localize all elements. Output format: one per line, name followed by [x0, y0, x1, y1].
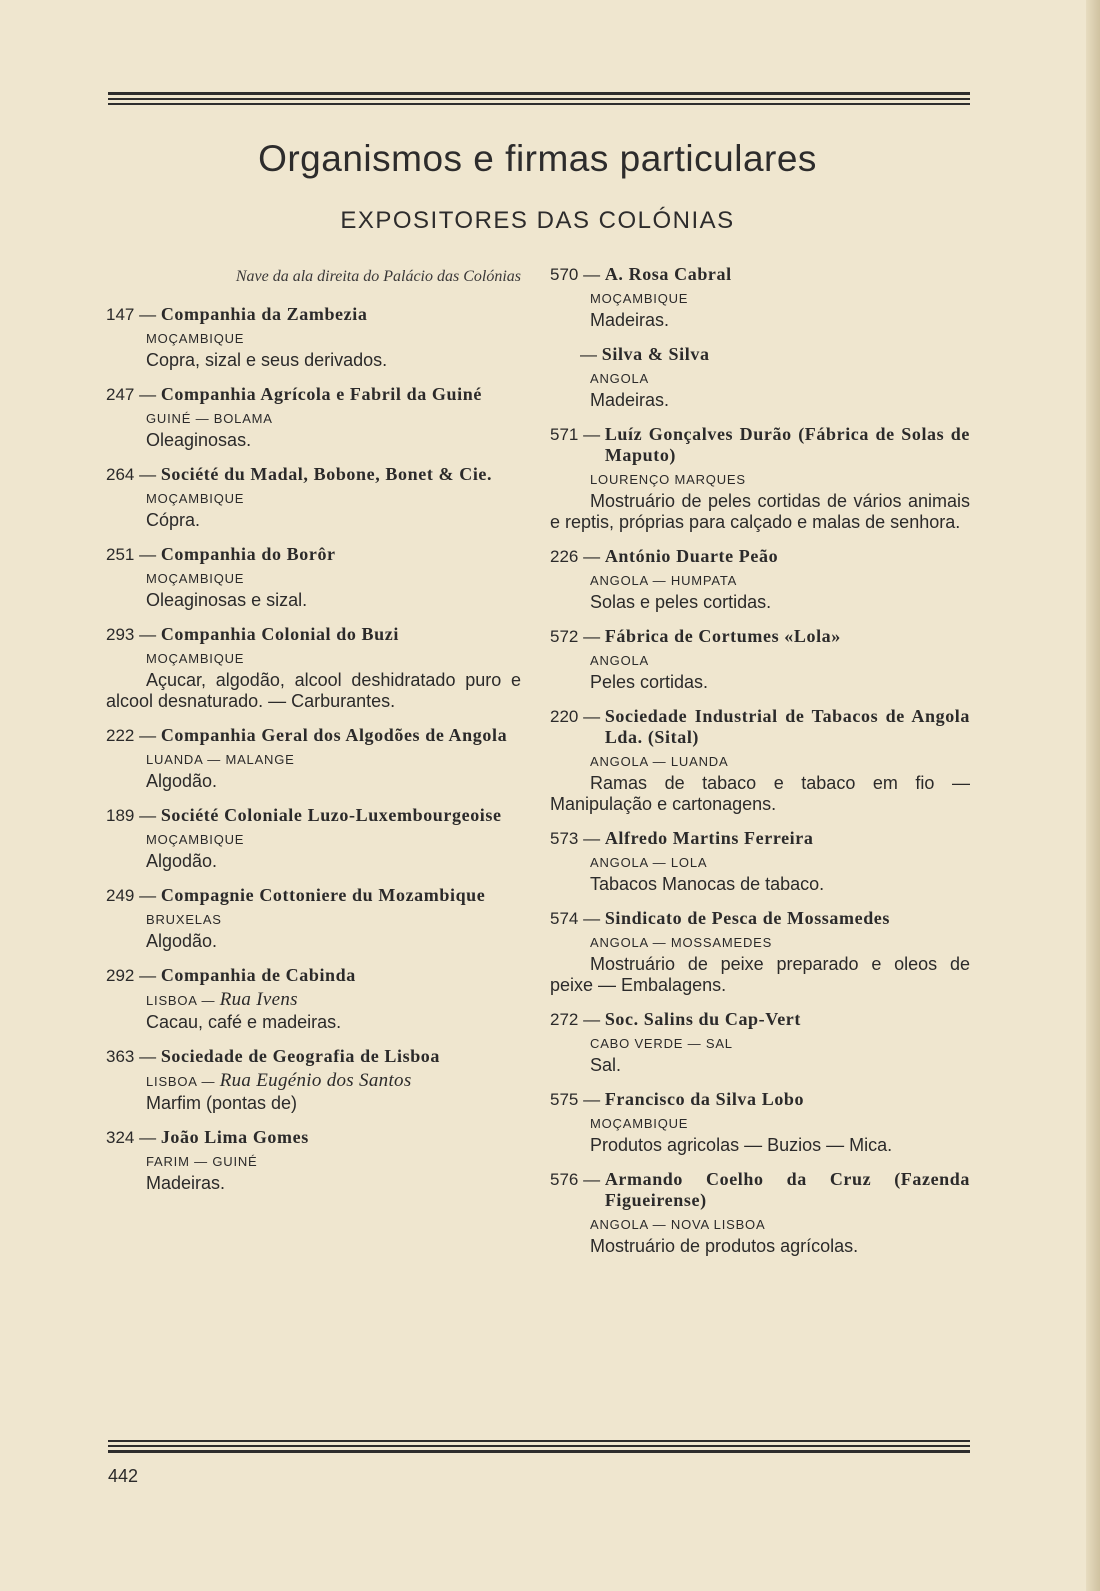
entry-heading [106, 965, 521, 986]
exhibitor-location [146, 1070, 521, 1091]
exhibitor-entry [550, 264, 970, 331]
exhibitor-name: Fábrica de Cortumes «Lola» [604, 626, 841, 646]
exhibitor-location [590, 573, 970, 589]
stand-number: 363 — [106, 1047, 161, 1066]
location-text: MOÇAMBIQUE [590, 291, 689, 306]
stand-number: 247 — [106, 385, 161, 404]
exhibit-description: Marfim (pontas de) [146, 1093, 298, 1113]
exhibitor-entry [550, 1089, 970, 1156]
entry-heading [550, 546, 970, 567]
exhibit-description: Madeiras. [146, 1173, 226, 1193]
stand-number: 574 — [550, 909, 605, 928]
location-text: ANGOLA [590, 653, 649, 668]
bottom-rule [108, 1440, 970, 1456]
entry-heading [106, 464, 521, 485]
exhibitor-name: Société du Madal, Bobone, Bonet & Cie. [160, 464, 493, 484]
exhibitor-location [590, 371, 970, 387]
location-text: GUINÉ — BOLAMA [146, 411, 273, 426]
entry-heading [106, 805, 521, 826]
exhibitor-location [590, 472, 970, 488]
exhibitor-location [146, 331, 521, 347]
exhibit-description: Produtos agricolas — Buzios — Mica. [590, 1135, 893, 1155]
location-text: FARIM — GUINÉ [146, 1154, 258, 1169]
entry-heading [106, 384, 521, 405]
location-text: ANGOLA — MOSSAMEDES [590, 935, 773, 950]
stand-number: 576 — [550, 1170, 605, 1189]
exhibitor-entry [106, 624, 521, 712]
right-entry-list [550, 264, 970, 1257]
entry-heading [550, 344, 970, 365]
stand-number: 189 — [106, 806, 161, 825]
exhibitor-entry [106, 304, 521, 371]
entry-heading [106, 1127, 521, 1148]
exhibitor-name: João Lima Gomes [160, 1127, 309, 1147]
exhibitor-location [590, 855, 970, 871]
exhibitor-entry [106, 1046, 521, 1114]
entry-heading [106, 544, 521, 565]
entry-heading [106, 725, 521, 746]
entry-heading [550, 828, 970, 849]
exhibit-description: Algodão. [146, 931, 218, 951]
stand-number: 292 — [106, 966, 161, 985]
exhibitor-entry [106, 725, 521, 792]
top-rule [108, 92, 970, 108]
exhibit-description: Oleaginosas. [146, 430, 252, 450]
exhibitor-entry [106, 384, 521, 451]
exhibitor-name: Companhia da Zambezia [160, 304, 368, 324]
exhibit-description: Copra, sizal e seus derivados. [146, 350, 388, 370]
exhibitor-entry [106, 464, 521, 531]
exhibitor-location [146, 832, 521, 848]
exhibit-description: Sal. [590, 1055, 622, 1075]
exhibitor-location [146, 491, 521, 507]
stand-number: — [580, 345, 602, 364]
location-text: MOÇAMBIQUE [146, 832, 245, 847]
right-column [550, 264, 970, 1270]
location-text: ANGOLA — LUANDA [590, 754, 729, 769]
exhibitor-entry [550, 1009, 970, 1076]
exhibitor-name: A. Rosa Cabral [604, 264, 732, 284]
exhibitor-name: Companhia de Cabinda [160, 965, 356, 985]
location-text: ANGOLA — LOLA [590, 855, 708, 870]
stand-number: 251 — [106, 545, 161, 564]
location-text: MOÇAMBIQUE [146, 571, 245, 586]
exhibitor-location [146, 571, 521, 587]
location-text: CABO VERDE — SAL [590, 1036, 733, 1051]
exhibitor-entry [550, 626, 970, 693]
exhibit-description: Cacau, café e madeiras. [146, 1012, 342, 1032]
exhibitor-entry [106, 885, 521, 952]
exhibitor-name: António Duarte Peão [604, 546, 779, 566]
exhibitor-location [590, 653, 970, 669]
location-text: ANGOLA — HUMPATA [590, 573, 738, 588]
exhibitor-name: Companhia Agrícola e Fabril da Guiné [160, 384, 482, 404]
exhibitor-entry [550, 908, 970, 996]
stand-number: 272 — [550, 1010, 605, 1029]
location-text: ANGOLA [590, 371, 649, 386]
exhibitor-name: Société Coloniale Luzo-Luxembourgeoise [160, 805, 502, 825]
exhibitor-location [146, 912, 521, 928]
location-text: MOÇAMBIQUE [146, 331, 245, 346]
exhibit-description: Algodão. [146, 851, 218, 871]
location-text: LISBOA — [146, 993, 220, 1008]
entry-heading [106, 304, 521, 325]
exhibitor-name: Compagnie Cottoniere du Mozambique [160, 885, 486, 905]
left-entry-list [106, 304, 521, 1194]
location-text: BRUXELAS [146, 912, 222, 927]
exhibitor-name: Soc. Salins du Cap-Vert [604, 1009, 801, 1029]
entry-heading [550, 264, 970, 285]
stand-number: 570 — [550, 265, 605, 284]
exhibitor-entry [550, 424, 970, 533]
exhibitor-name: Alfredo Martins Ferreira [604, 828, 814, 848]
exhibitor-name: Armando Coelho da Cruz (Fazenda Figueirense) [604, 1169, 970, 1210]
stand-number: 249 — [106, 886, 161, 905]
stand-number: 264 — [106, 465, 161, 484]
exhibit-description: Peles cortidas. [590, 672, 709, 692]
exhibitor-location [590, 1116, 970, 1132]
section-note: Nave da ala direita do Palácio das Colónias [235, 268, 521, 285]
exhibit-description: Ramas de tabaco e tabaco em fio — Manipulação e cartonagens. [550, 773, 970, 814]
exhibitor-location [146, 752, 521, 768]
page-subtitle: EXPOSITORES DAS COLÓNIAS [340, 207, 735, 234]
entry-heading [550, 908, 970, 929]
entry-heading [106, 1046, 521, 1067]
exhibitor-name: Companhia do Borôr [160, 544, 336, 564]
entry-heading [106, 624, 521, 645]
exhibit-description: Tabacos Manocas de tabaco. [590, 874, 825, 894]
exhibitor-location [590, 935, 970, 951]
entry-heading [550, 1009, 970, 1030]
exhibitor-name: Silva & Silva [601, 344, 710, 364]
exhibitor-location [590, 754, 970, 770]
exhibitor-location [590, 291, 970, 307]
location-text: MOÇAMBIQUE [146, 651, 245, 666]
exhibitor-name: Companhia Geral dos Algodões de Angola [160, 725, 508, 745]
exhibit-description: Mostruário de peles cortidas de vários animais e reptis, próprias para calçado e malas de senhora. [550, 491, 970, 532]
stand-number: 222 — [106, 726, 161, 745]
exhibitor-location [146, 989, 521, 1010]
page-edge-shadow [1086, 0, 1100, 1591]
exhibitor-entry [106, 1127, 521, 1194]
stand-number: 571 — [550, 425, 605, 444]
exhibitor-location [146, 411, 521, 427]
entry-heading [550, 424, 970, 466]
stand-number: 575 — [550, 1090, 605, 1109]
exhibitor-entry [550, 828, 970, 895]
stand-number: 226 — [550, 547, 605, 566]
exhibitor-location [146, 1154, 521, 1170]
exhibit-description: Mostruário de produtos agrícolas. [590, 1236, 859, 1256]
exhibitor-location [590, 1036, 970, 1052]
stand-number: 572 — [550, 627, 605, 646]
exhibitor-location [590, 1217, 970, 1233]
stand-number: 573 — [550, 829, 605, 848]
exhibitor-entry [106, 805, 521, 872]
exhibitor-name: Companhia Colonial do Buzi [160, 624, 399, 644]
location-text: MOÇAMBIQUE [146, 491, 245, 506]
exhibitor-entry [106, 965, 521, 1033]
exhibitor-entry [550, 1169, 970, 1257]
exhibitor-name: Sindicato de Pesca de Mossamedes [604, 908, 890, 928]
page-title: Organismos e firmas particulares [258, 138, 817, 179]
entry-heading [550, 1169, 970, 1211]
exhibit-description: Algodão. [146, 771, 218, 791]
exhibit-description: Mostruário de peixe preparado e oleos de peixe — Embalagens. [550, 954, 970, 995]
street-address: Rua Ivens [219, 989, 298, 1010]
location-text: ANGOLA — NOVA LISBOA [590, 1217, 766, 1232]
exhibitor-name: Sociedade Industrial de Tabacos de Angola Lda. (Sital) [604, 706, 970, 747]
exhibitor-name: Francisco da Silva Lobo [604, 1089, 805, 1109]
exhibit-description: Madeiras. [590, 310, 670, 330]
stand-number: 220 — [550, 707, 605, 726]
exhibitor-entry [550, 546, 970, 613]
exhibit-description: Madeiras. [590, 390, 670, 410]
exhibitor-location [146, 651, 521, 667]
street-address: Rua Eugénio dos Santos [219, 1070, 412, 1091]
exhibitor-entry [106, 544, 521, 611]
entry-heading [106, 885, 521, 906]
exhibitor-entry [550, 706, 970, 815]
left-column [106, 264, 521, 1207]
entry-heading [550, 706, 970, 748]
stand-number: 293 — [106, 625, 161, 644]
entry-heading [550, 626, 970, 647]
location-text: LUANDA — MALANGE [146, 752, 295, 767]
exhibit-description: Açucar, algodão, alcool deshidratado puro e alcool desnaturado. — Carburantes. [106, 670, 521, 711]
exhibit-description: Oleaginosas e sizal. [146, 590, 308, 610]
location-text: LOURENÇO MARQUES [590, 472, 746, 487]
exhibitor-name: Luíz Gonçalves Durão (Fábrica de Solas de Maputo) [604, 424, 970, 465]
location-text: MOÇAMBIQUE [590, 1116, 689, 1131]
page-number: 442 [108, 1466, 139, 1486]
exhibitor-entry [550, 344, 970, 411]
exhibit-description: Solas e peles cortidas. [590, 592, 772, 612]
location-text: LISBOA — [146, 1074, 220, 1089]
entry-heading [550, 1089, 970, 1110]
stand-number: 324 — [106, 1128, 161, 1147]
exhibitor-name: Sociedade de Geografia de Lisboa [160, 1046, 441, 1066]
stand-number: 147 — [106, 305, 161, 324]
exhibit-description: Cópra. [146, 510, 201, 530]
